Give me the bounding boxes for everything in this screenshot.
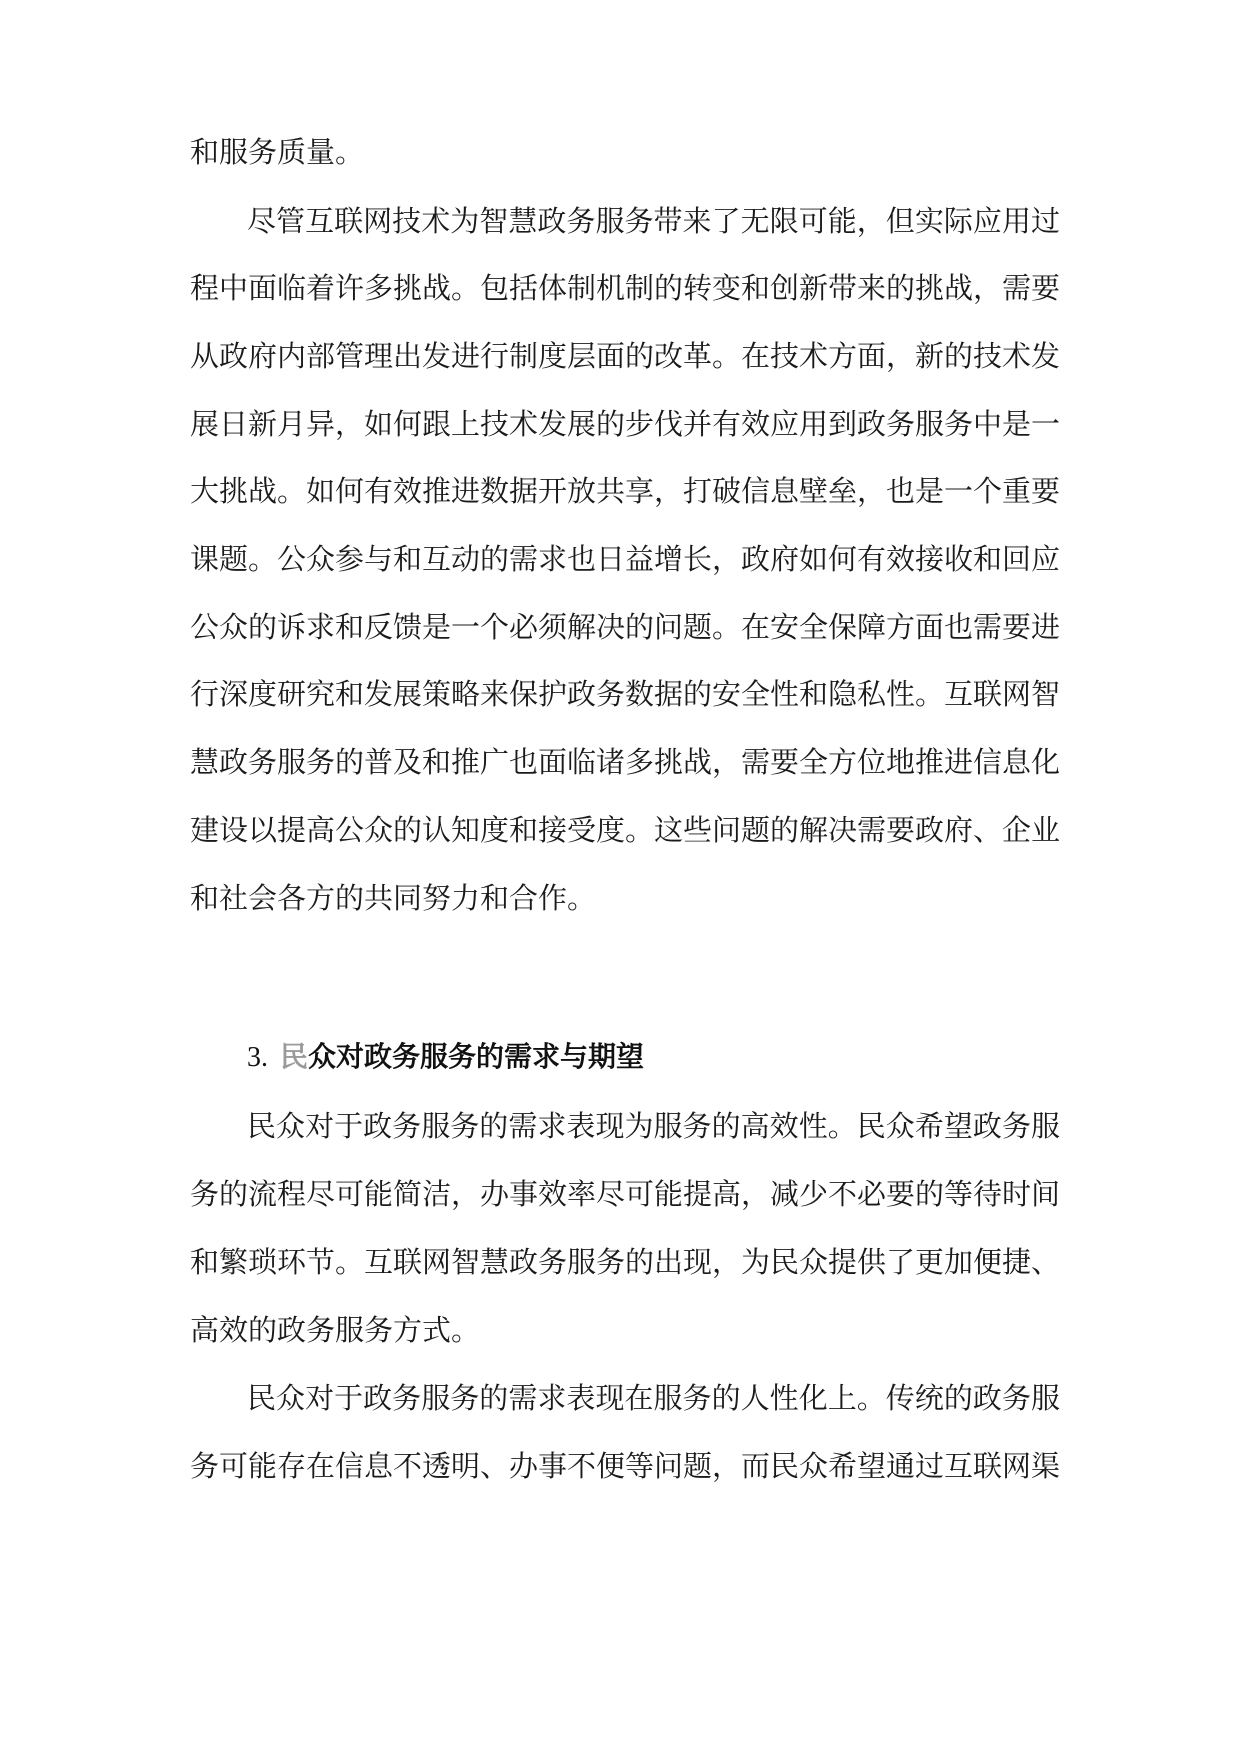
text-line: 慧政务服务的普及和推广也面临诸多挑战，需要全方位地推进信息化 xyxy=(190,745,1061,779)
text-line: 和服务质量。 xyxy=(190,135,365,169)
text-line: 程中面临着许多挑战。包括体制机制的转变和创新带来的挑战，需要 xyxy=(190,271,1061,305)
text-line: 展日新月异，如何跟上技术发展的步伐并有效应用到政务服务中是一 xyxy=(190,407,1061,441)
text-line: 大挑战。如何有效推进数据开放共享，打破信息壁垒，也是一个重要 xyxy=(190,474,1061,508)
text-line: 行深度研究和发展策略来保护政务数据的安全性和隐私性。互联网智 xyxy=(190,677,1061,711)
text-line: 课题。公众参与和互动的需求也日益增长，政府如何有效接收和回应 xyxy=(190,542,1061,576)
text-line: 公众的诉求和反馈是一个必须解决的问题。在安全保障方面也需要进 xyxy=(190,610,1061,644)
text-line: 民众对于政务服务的需求表现为服务的高效性。民众希望政务服 xyxy=(247,1109,1060,1143)
text-line: 务可能存在信息不透明、办事不便等问题，而民众希望通过互联网渠 xyxy=(190,1449,1061,1483)
text-line: 建设以提高公众的认知度和接受度。这些问题的解决需要政府、企业 xyxy=(190,813,1061,847)
section-heading xyxy=(247,1037,644,1078)
text-line: 务的流程尽可能简洁，办事效率尽可能提高，减少不必要的等待时间 xyxy=(190,1177,1061,1211)
text-line: 和繁琐环节。互联网智慧政务服务的出现，为民众提供了更加便捷、 xyxy=(190,1245,1061,1279)
text-line: 高效的政务服务方式。 xyxy=(190,1313,481,1347)
text-line: 从政府内部管理出发进行制度层面的改革。在技术方面，新的技术发 xyxy=(190,339,1061,373)
text-line: 民众对于政务服务的需求表现在服务的人性化上。传统的政务服 xyxy=(247,1381,1060,1415)
section-title: 众对政务服务的需求与期望 xyxy=(308,1040,645,1073)
section-title-first-char: 民 xyxy=(280,1040,309,1073)
text-line: 和社会各方的共同努力和合作。 xyxy=(190,881,597,915)
text-line: 尽管互联网技术为智慧政务服务带来了无限可能，但实际应用过 xyxy=(247,204,1060,238)
section-number: 3. xyxy=(247,1042,268,1073)
